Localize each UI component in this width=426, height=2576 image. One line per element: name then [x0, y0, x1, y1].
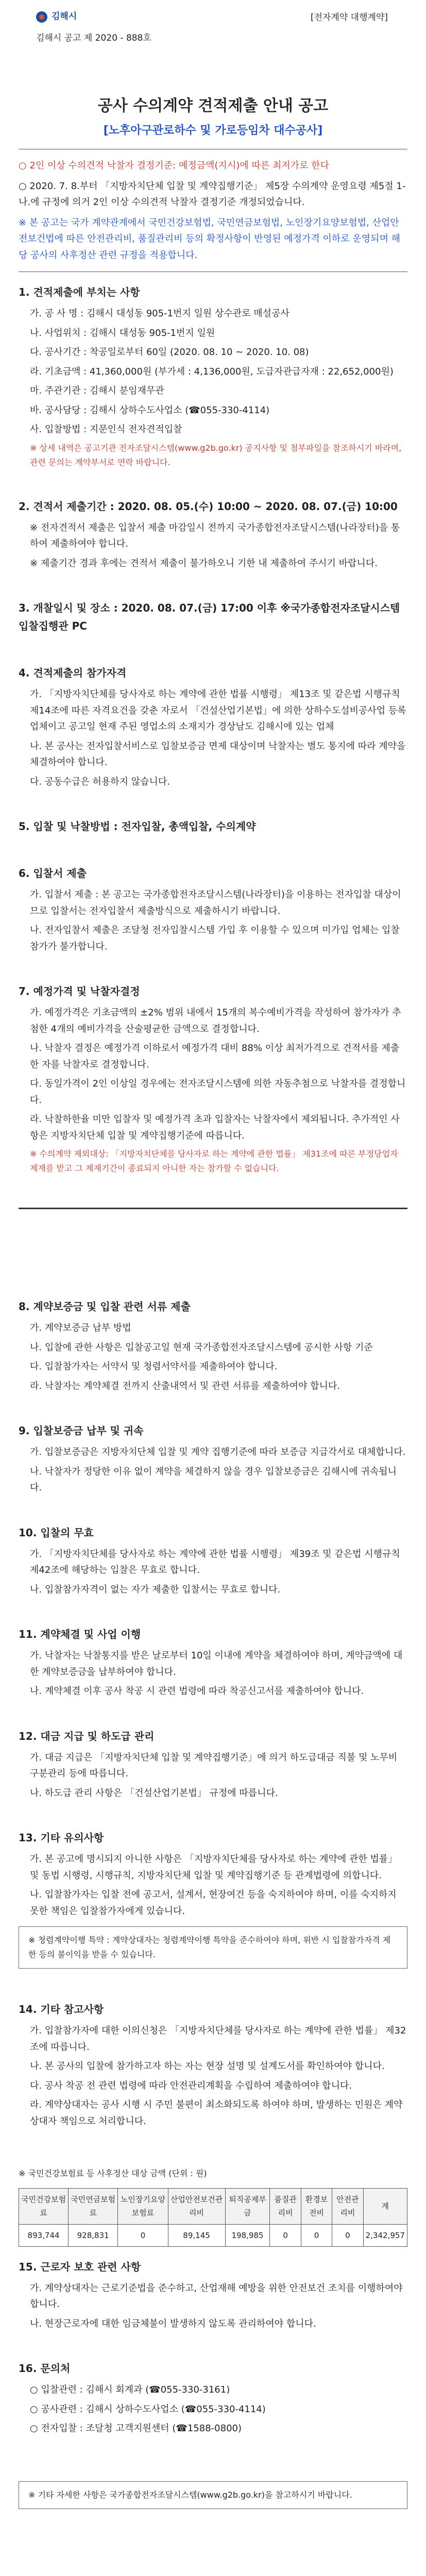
- section-title: 14. 기타 참고사항: [19, 2003, 104, 2015]
- table-cell: 0: [118, 2224, 168, 2246]
- section-item: 가. 공 사 명 : 김해시 대성동 905-1번지 일원 상수관로 매설공사: [30, 308, 289, 319]
- table-cell: 0: [301, 2224, 332, 2246]
- logo-text: 김해시: [52, 11, 77, 22]
- table-cell: 198,985: [225, 2224, 270, 2246]
- section-item: ※ 전자견적서 제출은 입찰서 제출 마감일시 전까지 국가종합전자조달시스템(나라장터)을 통하여 제출하여야 합니다.: [30, 522, 400, 549]
- closing-note: ※ 기타 자세한 사항은 국가종합전자조달시스템(www.g2b.go.kr)을 참고하시기 바랍니다.: [19, 2481, 407, 2509]
- section-note: ※ 수의계약 제외대상: 「지방자치단체를 당사자로 하는 계약에 관한 법률」 제31조에 따른 부정당업자 제재를 받고 그 제재기간이 종료되지 아니한 자는 참가할 수 없습니다.: [30, 1149, 398, 1173]
- intro-line: ○ 2020. 7. 8.부터 「지방자치단체 입찰 및 계약집행기준」 제5장 수의계약 운영요령 제5절 1-나.에 규정에 의거 2인 이상 수의견적 낙찰자 결정기준 개정되었습니다.: [19, 180, 406, 208]
- section-item: 가. 계약상대자는 근로기준법을 준수하고, 산업재해 예방을 위한 안전보건 조치를 이행하여야 합니다.: [30, 2282, 403, 2310]
- section-item: 나. 본 공사는 전자입찰서비스로 입찰보증금 면제 대상이며 낙찰자는 별도 통지에 따라 계약을 체결하여야 합니다.: [30, 740, 406, 768]
- table-header-cell: 산업안전보건관리비: [168, 2189, 225, 2225]
- section-item: 나. 입찰에 관한 사항은 입찰공고일 현재 국가종합전자조달시스템에 공시한 사항 기준: [30, 1342, 373, 1353]
- section-item: 나. 전자입찰서 제출은 조달청 전자입찰시스템 가입 후 이용할 수 있으며 미가입 업체는 입찰참가가 불가합니다.: [30, 925, 400, 952]
- section-title: 8. 계약보증금 및 입찰 관련 서류 제출: [19, 1300, 191, 1313]
- integrity-box: ※ 청렴계약이행 특약 : 계약상대자는 청렴계약이행 특약을 준수하여야 하며, 위반 시 입찰참가자격 제한 등의 불이익을 받을 수 있습니다.: [19, 1926, 407, 1969]
- section-item: 나. 입찰참가자는 입찰 전에 공고서, 설계서, 현장여건 등을 숙지하여야 하며, 이를 숙지하지 못한 책임은 입찰참가자에게 있습니다.: [30, 1889, 397, 1917]
- section-item: 나. 낙찰자가 정당한 이유 없이 계약을 체결하지 않을 경우 입찰보증금은 김해시에 귀속됩니다.: [30, 1466, 397, 1493]
- section-title: 6. 입찰서 제출: [19, 867, 87, 879]
- contract-class-label: [전자계약 대행계약]: [310, 12, 388, 23]
- page-subtitle: [노후아구관로하수 및 가로등임차 대수공사]: [103, 124, 323, 137]
- section-note: ※ 상세 내역은 공고기관 전자조달시스템(www.g2b.go.kr) 공지사항 및 첨부파일을 참조하시기 바라며, 관련 문의는 계약부서로 연락 바랍니다.: [30, 443, 402, 467]
- section-title: 9. 입찰보증금 납부 및 귀속: [19, 1425, 144, 1437]
- section-item: ○ 입찰관련 : 김해시 회계과 (☎055-330-3161): [30, 2384, 230, 2396]
- table-cell: 893,744: [19, 2224, 69, 2246]
- section-item: 나. 하도급 관리 사항은 「건설산업기본법」 규정에 따릅니다.: [30, 1787, 278, 1799]
- section-item: 라. 기초금액 : 41,360,000원 (부가세 : 4,136,000원, 도급자관급자재 : 22,652,000원): [30, 366, 394, 377]
- section-item: 마. 주관기관 : 김해시 분임재무관: [30, 385, 164, 396]
- section-item: 다. 동일가격이 2인 이상일 경우에는 전자조달시스템에 의한 자동추첨으로 낙찰자를 결정합니다.: [30, 1078, 406, 1106]
- table-header-cell: 국민건강보험료: [19, 2189, 69, 2225]
- table-header-cell: 안전관리비: [332, 2189, 363, 2225]
- section-title: 13. 기타 유의사항: [19, 1832, 104, 1844]
- section-item: 사. 입찰방법 : 지문인식 전자견적입찰: [30, 424, 182, 435]
- table-header-cell: 품질관리비: [270, 2189, 301, 2225]
- section-title: 10. 입찰의 무효: [19, 1526, 94, 1539]
- table-header-cell: 퇴직공제부금: [225, 2189, 270, 2225]
- notice-number: 김해시 공고 제 2020 - 888호: [36, 33, 151, 43]
- page-title: 공사 수의계약 견적제출 안내 공고: [97, 97, 329, 115]
- section-item: 가. 「지방자치단체를 당사자로 하는 계약에 관한 법률 시행령」 제13조 및 같은법 시행규칙 제14조에 따른 자격요건을 갖춘 자로서 「건설산업기본법」에 의한 상하수도설비공사업 등록업체이고 공고일 현재 주된 영업소의 소재지가 경상남도 김해시에 있는 업체: [30, 689, 406, 732]
- section-title: 3. 개찰일시 및 장소 : 2020. 08. 07.(금) 17:00 이후 ※국가종합전자조달시스템 입찰집행관 PC: [19, 602, 400, 632]
- section-title: 7. 예정가격 및 낙찰자결정: [19, 985, 140, 997]
- section-item: 다. 공사 착공 전 관련 법령에 따라 안전관리계획을 수립하여 제출하여야 합니다.: [30, 2080, 352, 2091]
- section-item: 다. 공동수급은 허용하지 않습니다.: [30, 776, 171, 787]
- intro-line: ○ 2인 이상 수의견적 낙찰자 결정기준: 예정금액(지시)에 따른 최저가로 한다: [19, 160, 330, 171]
- section-title: 5. 입찰 및 낙찰방법 : 전자입찰, 총액입찰, 수의계약: [19, 820, 256, 833]
- section-title: 12. 대금 지급 및 하도급 관리: [19, 1730, 155, 1742]
- section-item: 라. 계약상대자는 공사 시행 시 주민 불편이 최소화되도록 하여야 하며, 발생하는 민원은 계약상대자 책임으로 처리합니다.: [30, 2099, 403, 2127]
- table-cell: 2,342,957: [363, 2224, 407, 2246]
- section-item: 나. 사업위치 : 김해시 대성동 905-1번지 일원: [30, 327, 215, 338]
- section-item: 바. 공사담당 : 김해시 상하수도사업소 (☎055-330-4114): [30, 404, 270, 416]
- table-cell: 928,831: [69, 2224, 118, 2246]
- section-item: 가. 입찰보증금은 지방자치단체 입찰 및 계약 집행기준에 따라 보증금 지급각서로 대체합니다.: [30, 1447, 406, 1458]
- section-item: 가. 대금 지급은 「지방자치단체 입찰 및 계약집행기준」에 의거 하도급대금 직불 및 노무비 구분관리 등에 따릅니다.: [30, 1752, 398, 1779]
- sections-b: [19, 1298, 407, 2146]
- table-cell: 89,145: [168, 2224, 225, 2246]
- section-item: 나. 입찰참가자격이 없는 자가 제출한 입찰서는 무효로 합니다.: [30, 1584, 281, 1595]
- section-item: ○ 전자입찰 : 조달청 고객지원센터 (☎1588-0800): [30, 2423, 242, 2434]
- section-title: 15. 근로자 보호 관련 사항: [19, 2260, 141, 2273]
- section-item: 가. 낙찰자는 낙찰통지를 받은 날로부터 10일 이내에 계약을 체결하여야 하며, 계약금액에 대한 계약보증금을 납부하여야 합니다.: [30, 1650, 403, 1677]
- table-header-cell: 계: [363, 2189, 407, 2225]
- intro: [19, 158, 407, 263]
- logo: [36, 9, 77, 25]
- section-item: 가. 예정가격은 기초금액의 ±2% 범위 내에서 15개의 복수예비가격을 작성하여 참가자가 추첨한 4개의 예비가격을 산술평균한 금액으로 결정합니다.: [30, 1007, 401, 1035]
- section-item: 가. 계약보증금 납부 방법: [30, 1323, 131, 1333]
- section-item: 나. 계약체결 이후 공사 착공 시 관련 법령에 따라 착공신고서를 제출하여야 합니다.: [30, 1686, 364, 1697]
- section-title: 16. 문의처: [19, 2362, 71, 2375]
- section-item: ※ 제출기간 경과 후에는 견적서 제출이 불가하오니 기한 내 제출하여 주시기 바랍니다.: [30, 557, 378, 569]
- sections-a: [19, 283, 407, 1192]
- city-emblem-icon: [36, 11, 47, 23]
- table-cell: 0: [270, 2224, 301, 2246]
- table-header-cell: 환경보전비: [301, 2189, 332, 2225]
- section-item: 가. 본 공고에 명시되지 아니한 사항은 「지방자치단체를 당사자로 하는 계약에 관한 법률」 및 동법 시행령, 시행규칙, 지방자치단체 입찰 및 계약집행기준 등 관계법령에 의합니다.: [30, 1854, 398, 1881]
- table-header-cell: 노인장기요양보험료: [118, 2189, 168, 2225]
- section-item: 다. 입찰참가자는 서약서 및 청렴서약서를 제출하여야 합니다.: [30, 1361, 278, 1372]
- intro-line: ※ 본 공고는 국가 계약관계에서 국민건강보험법, 국민연금보험법, 노인장기요양보험법, 산업안전보건법에 따른 안전관리비, 품질관리비 등의 확정사항이 반영된 예정가격 이하로 운영되며 해당 공사의 사후정산 관련 규정을 적용합니다.: [19, 217, 401, 261]
- sections-c: [19, 2258, 407, 2453]
- section-title: 2. 견적서 제출기간 : 2020. 08. 05.(수) 10:00 ~ 2020. 08. 07.(금) 10:00: [19, 500, 398, 513]
- section-item: 나. 현장근로자에 대한 임금체불이 발생하지 않도록 관리하여야 합니다.: [30, 2318, 316, 2329]
- section-title: 11. 계약체결 및 사업 이행: [19, 1628, 141, 1640]
- section-item: 나. 본 공사의 입찰에 참가하고자 하는 자는 현장 설명 및 설계도서를 확인하여야 합니다.: [30, 2061, 385, 2072]
- header: [19, 0, 407, 62]
- section-title: 4. 견적제출의 참가자격: [19, 667, 127, 679]
- section-item: 가. 입찰참가자에 대한 이의신청은 「지방자치단체를 당사자로 하는 계약에 관한 법률」 제32조에 따릅니다.: [30, 2025, 406, 2053]
- section-item: 다. 공사기간 : 착공일로부터 60일 (2020. 08. 10 ~ 2020. 10. 08): [30, 347, 309, 358]
- section-item: 라. 낙찰하한율 미만 입찰자 및 예정가격 초과 입찰자는 낙찰자에서 제외됩니다. 추가적인 사항은 지방자치단체 입찰 및 계약집행기준에 따릅니다.: [30, 1114, 400, 1141]
- section-item: 가. 입찰서 제출 : 본 공고는 국가종합전자조달시스템(나라장터)을 이용하는 전자입찰 대상이므로 입찰서는 전자입찰서 제출방식으로 제출하시기 바랍니다.: [30, 889, 401, 917]
- price-table-caption: ※ 국민건강보험료 등 사후정산 대상 금액 (단위 : 원): [19, 2168, 207, 2178]
- table-cell: 0: [332, 2224, 363, 2246]
- section-item: ○ 공사관련 : 김해시 상하수도사업소 (☎055-330-4114): [30, 2403, 266, 2415]
- table-header-cell: 국민연금보험료: [69, 2189, 118, 2225]
- section-item: 나. 낙찰자 결정은 예정가격 이하로서 예정가격 대비 88% 이상 최저가격으로 견적서를 제출한 자를 낙찰자로 결정합니다.: [30, 1043, 400, 1070]
- table-row: [19, 2224, 407, 2246]
- divider: [19, 1208, 407, 1209]
- section-title: 1. 견적제출에 부치는 사항: [19, 286, 140, 298]
- price-table: [19, 2188, 407, 2247]
- section-item: 라. 낙찰자는 계약체결 전까지 산출내역서 및 관련 서류를 제출하여야 합니다.: [30, 1380, 340, 1392]
- price-table-header: [19, 2189, 407, 2225]
- section-item: 가. 「지방자치단체를 당사자로 하는 계약에 관한 법률 시행령」 제39조 및 같은법 시행규칙 제42조에 해당하는 입찰은 무효로 합니다.: [30, 1548, 400, 1575]
